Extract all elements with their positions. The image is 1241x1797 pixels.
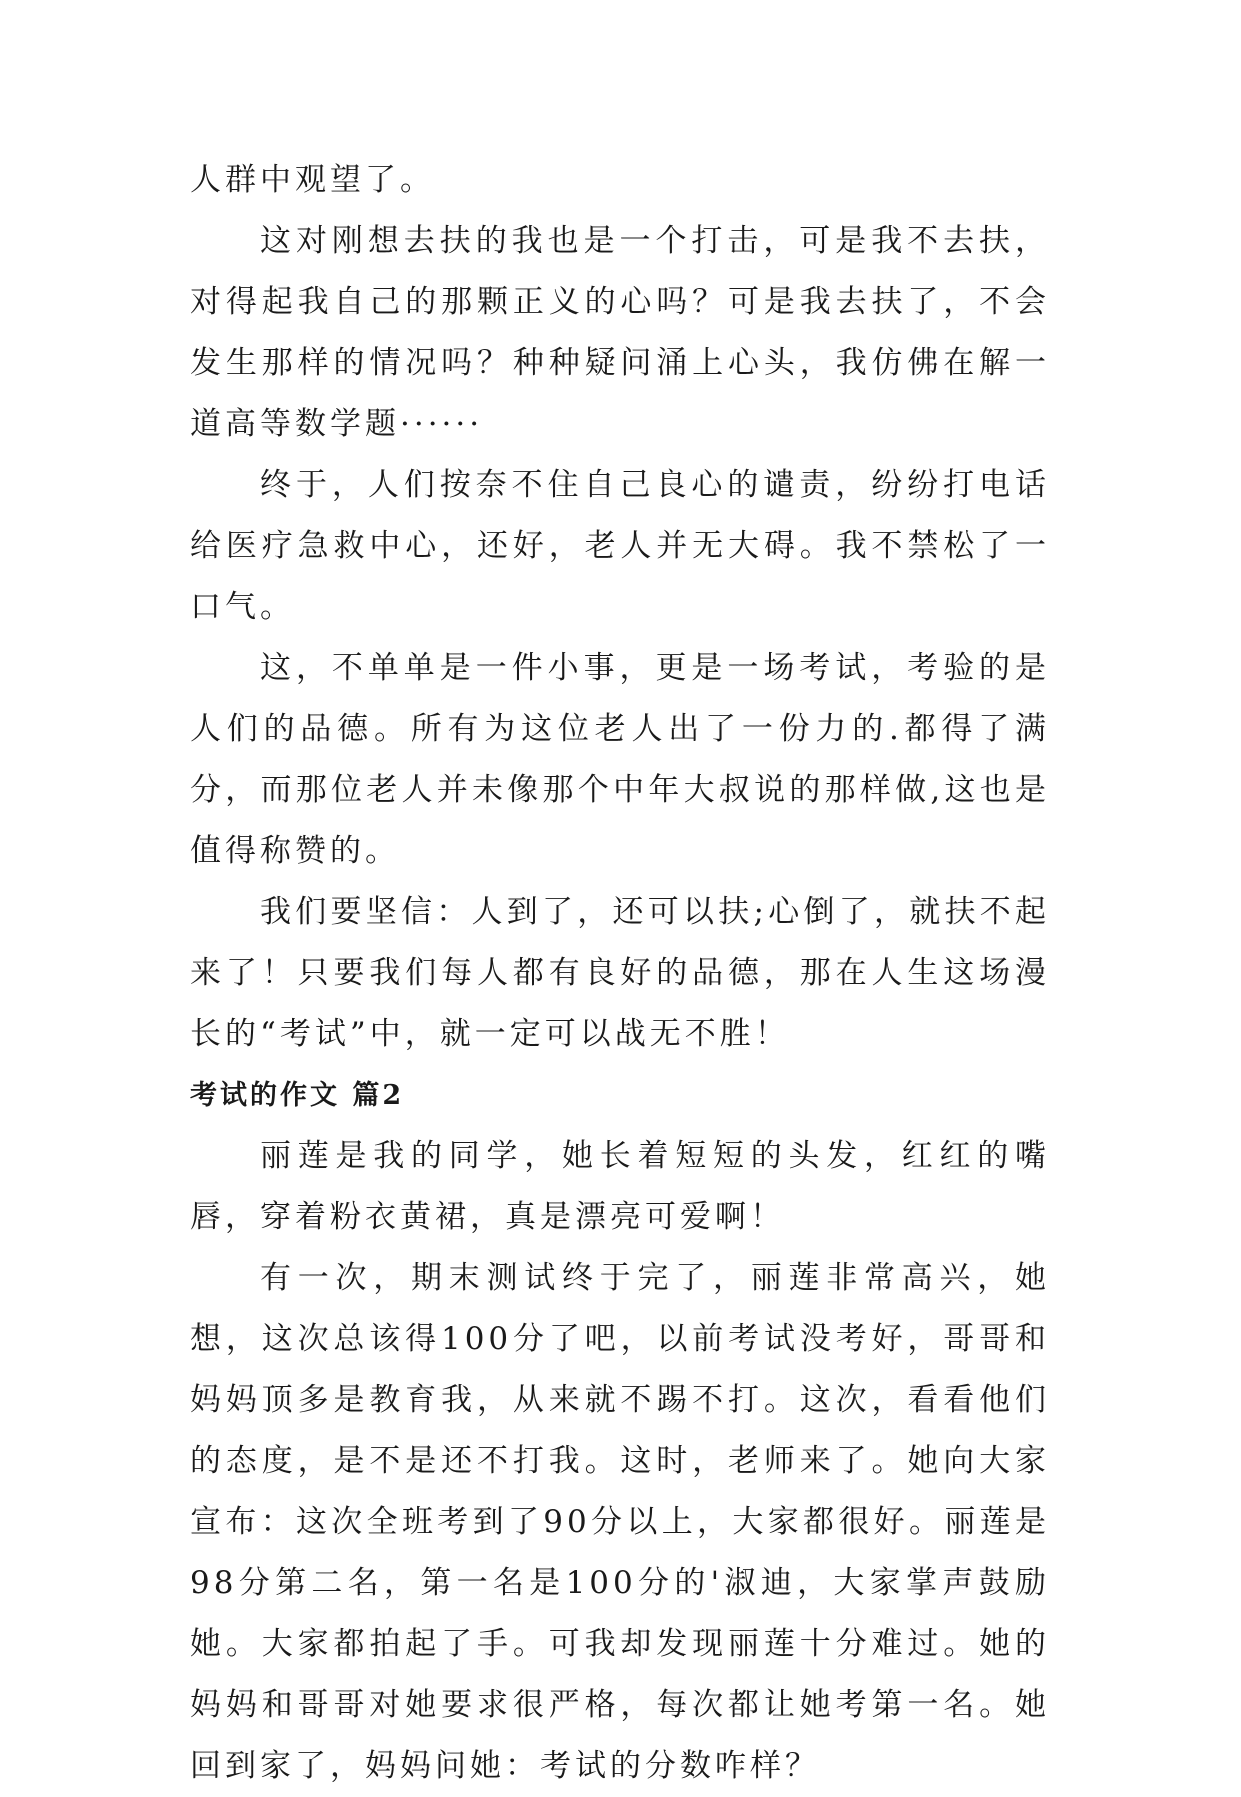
section-heading: 考试的作文 篇2 bbox=[190, 1080, 405, 1111]
paragraph: 这，不单单是一件小事，更是一场考试，考验的是人们的品德。所有为这位老人出了一份力的.都得了满分，而那位老人并未像那个中年大叔说的那样做,这也是值得称赞的。 bbox=[190, 650, 1050, 869]
paragraph: 终于，人们按奈不住自己良心的谴责，纷纷打电话给医疗急救中心，还好，老人并无大碍。我不禁松了一口气。 bbox=[190, 467, 1050, 625]
paragraph: 这对刚想去扶的我也是一个打击，可是我不去扶，对得起我自己的那颗正义的心吗？可是我去扶了，不会发生那样的情况吗？种种疑问涌上心头，我仿佛在解一道高等数学题······ bbox=[190, 223, 1050, 442]
paragraph: 丽莲是我的同学，她长着短短的头发，红红的嘴唇，穿着粉衣黄裙，真是漂亮可爱啊！ bbox=[190, 1138, 1050, 1235]
paragraph: 有一次，期末测试终于完了，丽莲非常高兴，她想，这次总该得100分了吧，以前考试没考好，哥哥和妈妈顶多是教育我，从来就不踢不打。这次，看看他们的态度，是不是还不打我。这时，老师来了。她向大家宣布：这次全班考到了90分以上，大家都很好。丽莲是98分第二名，第一名是100分的'淑迪，大家掌声鼓励她。大家都拍起了手。可我却发现丽莲十分难过。她的妈妈和哥哥对她要求很严格，每次都让她考第一名。她回到家了，妈妈问她：考试的分数咋样？ bbox=[190, 1260, 1050, 1784]
document-body bbox=[190, 150, 1050, 1797]
paragraph: 我们要坚信：人到了，还可以扶;心倒了，就扶不起来了！只要我们每人都有良好的品德，那在人生这场漫长的“考试”中，就一定可以战无不胜！ bbox=[190, 894, 1050, 1052]
paragraph-continuation: 人群中观望了。 bbox=[190, 162, 435, 198]
